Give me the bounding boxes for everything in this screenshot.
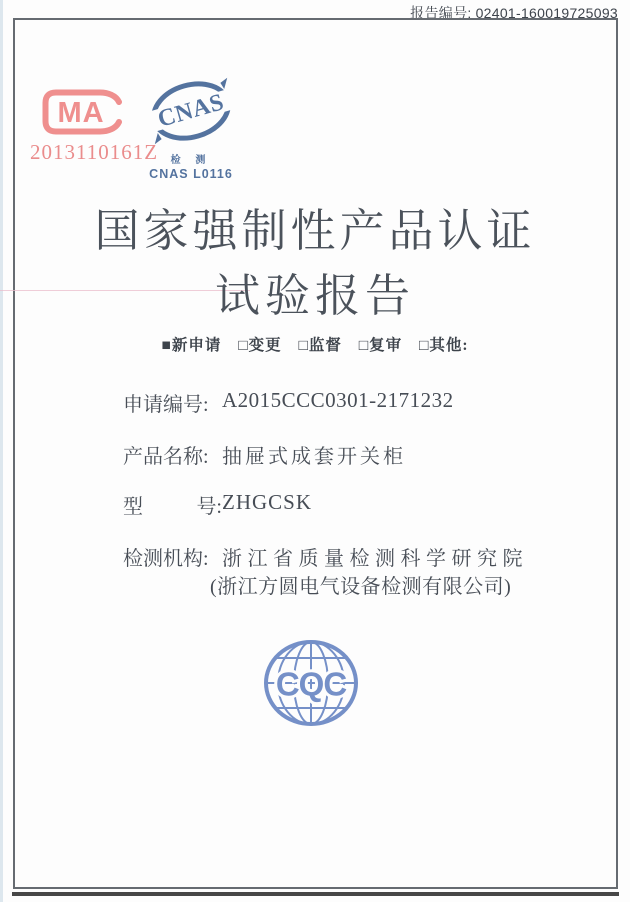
apptype-other-checkbox: □其他: (418, 337, 469, 354)
apptype-supervision-checkbox: □监督 (298, 337, 342, 354)
cqc-stamp (262, 638, 360, 733)
product-name-value: 抽屉式成套开关柜 (222, 446, 406, 468)
application-number-label: 申请编号: (123, 394, 209, 416)
field-test-agency (123, 542, 528, 571)
apptype-new-checkbox: ■新申请 (161, 337, 222, 354)
apptype-change-checkbox: □变更 (238, 337, 282, 354)
test-agency-value: 浙江省质量检测科学研究院 (222, 548, 528, 570)
application-number-value: A2015CCC0301-2171232 (222, 388, 454, 412)
product-name-label: 产品名称: (123, 446, 209, 468)
cnas-logo-icon (149, 76, 233, 148)
report-number-value: 02401-160019725093 (475, 5, 618, 21)
cma-letters: MA (57, 97, 105, 129)
cnas-code: CNAS L0116 (149, 167, 233, 181)
test-agency-value-line2: (浙江方圆电气设备检测有限公司) (210, 576, 512, 598)
document-title-line1: 国家强制性产品认证 (94, 206, 536, 256)
cma-stamp (30, 86, 159, 165)
cma-logo-icon (39, 86, 133, 138)
document-title-line2: 试验报告 (214, 271, 415, 321)
cqc-logo-icon (262, 638, 360, 728)
apptype-review-checkbox: □复审 (358, 337, 403, 354)
cma-certificate-number: 2013110161Z (30, 140, 159, 164)
field-product-name (123, 440, 406, 469)
scan-edge-artifact (0, 0, 3, 902)
application-type-row (0, 333, 630, 355)
cnas-caption: 检 测 (170, 155, 212, 166)
model-value: ZHGCSK (222, 490, 313, 514)
test-agency-label: 检测机构: (123, 548, 209, 570)
report-number-label: 报告编号: (410, 5, 472, 21)
field-application-number (123, 388, 454, 417)
cqc-letters: CQC (275, 665, 347, 703)
cnas-stamp (147, 76, 235, 181)
page-bottom-scan-line (12, 892, 619, 896)
cnas-letters: CNAS (155, 89, 227, 133)
field-model (123, 490, 312, 519)
model-label: 型 号: (123, 496, 222, 518)
